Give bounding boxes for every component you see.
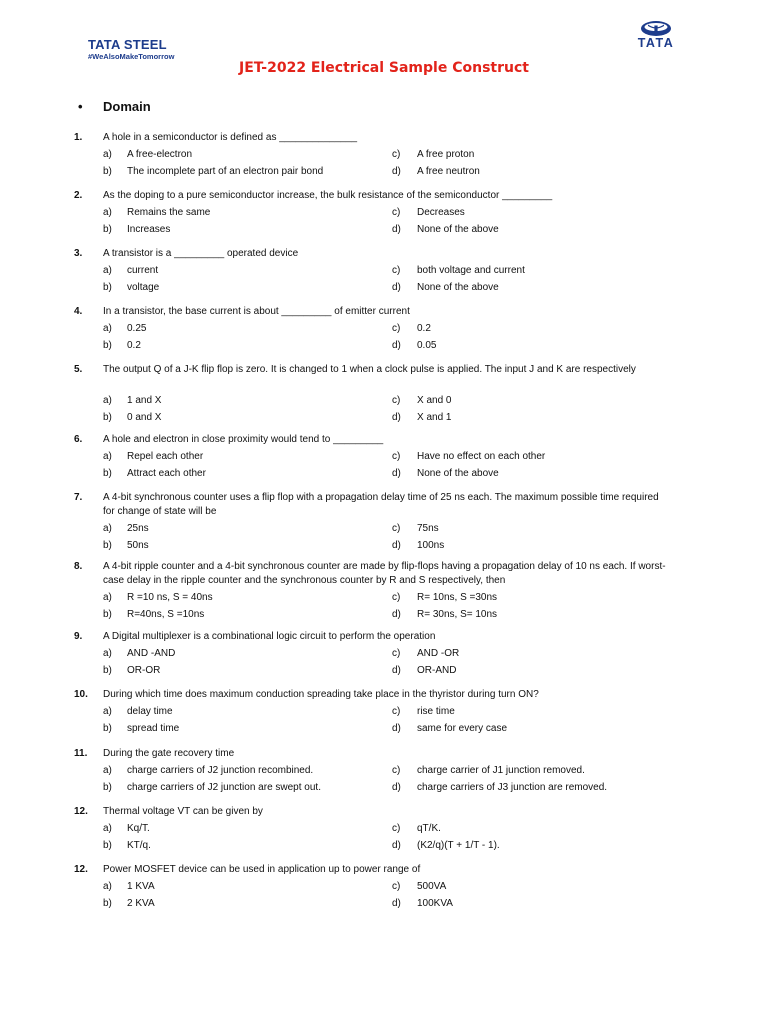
question-number: 7. xyxy=(74,492,83,503)
question-item xyxy=(0,863,768,914)
option-text: charge carriers of J2 junction recombined. xyxy=(127,765,314,776)
logo-tagline: #WeAlsoMakeTomorrow xyxy=(88,52,175,61)
question-number: 10. xyxy=(74,689,88,700)
option-letter: d) xyxy=(392,412,401,423)
option-letter: d) xyxy=(392,782,401,793)
option-letter: a) xyxy=(103,265,112,276)
document-title: JET-2022 Electrical Sample Construct xyxy=(239,60,529,76)
option-letter: a) xyxy=(103,765,112,776)
option-text: spread time xyxy=(127,723,180,734)
option-text: 0.25 xyxy=(127,323,147,334)
option-text: R= 30ns, S= 10ns xyxy=(417,609,498,620)
question-text: As the doping to a pure semiconductor increase, the bulk resistance of the semiconductor _________ xyxy=(103,190,553,201)
option-text: 0 and X xyxy=(127,412,162,423)
question-text: During the gate recovery time xyxy=(103,748,235,759)
logo-brand-text: TATA STEEL xyxy=(88,37,167,52)
option-letter: d) xyxy=(392,340,401,351)
option-letter: c) xyxy=(392,765,401,776)
option-letter: d) xyxy=(392,665,401,676)
question-number: 1. xyxy=(74,132,83,143)
option-letter: b) xyxy=(103,166,112,177)
option-text: A free proton xyxy=(417,149,475,160)
option-letter: a) xyxy=(103,881,112,892)
option-text: 100KVA xyxy=(417,898,453,909)
option-letter: b) xyxy=(103,340,112,351)
option-text: Have no effect on each other xyxy=(417,451,546,462)
option-text: AND -OR xyxy=(417,648,460,659)
option-letter: c) xyxy=(392,395,401,406)
tata-logo xyxy=(628,20,684,50)
option-text: KT/q. xyxy=(127,840,151,851)
option-letter: a) xyxy=(103,149,112,160)
option-letter: a) xyxy=(103,207,112,218)
option-text: 2 KVA xyxy=(127,898,155,909)
option-text: voltage xyxy=(127,282,160,293)
question-item xyxy=(0,630,768,681)
option-letter: b) xyxy=(103,782,112,793)
option-text: (K2/q)(T + 1/T - 1). xyxy=(417,840,500,851)
option-letter: d) xyxy=(392,898,401,909)
option-letter: d) xyxy=(392,166,401,177)
option-text: Repel each other xyxy=(127,451,204,462)
option-text: Kq/T. xyxy=(127,823,150,834)
option-text: same for every case xyxy=(417,723,508,734)
option-letter: a) xyxy=(103,823,112,834)
option-letter: a) xyxy=(103,395,112,406)
option-letter: c) xyxy=(392,207,401,218)
option-letter: c) xyxy=(392,823,401,834)
option-letter: c) xyxy=(392,706,401,717)
option-letter: c) xyxy=(392,451,401,462)
option-text: OR-AND xyxy=(417,665,457,676)
option-text: Decreases xyxy=(417,207,465,218)
question-text: A hole in a semiconductor is defined as ______________ xyxy=(103,132,358,143)
option-text: None of the above xyxy=(417,468,499,479)
question-text: A Digital multiplexer is a combinational logic circuit to perform the operation xyxy=(103,631,436,642)
option-text: Increases xyxy=(127,224,171,235)
option-letter: c) xyxy=(392,149,401,160)
option-text: Attract each other xyxy=(127,468,206,479)
option-letter: d) xyxy=(392,540,401,551)
option-text: R=40ns, S =10ns xyxy=(127,609,205,620)
question-item xyxy=(0,688,768,739)
option-text: X and 1 xyxy=(417,412,452,423)
question-number: 2. xyxy=(74,190,83,201)
page-header xyxy=(0,0,768,100)
question-item xyxy=(0,189,768,240)
option-letter: d) xyxy=(392,840,401,851)
option-letter: b) xyxy=(103,468,112,479)
question-number: 8. xyxy=(74,561,83,572)
option-letter: c) xyxy=(392,265,401,276)
question-number: 3. xyxy=(74,248,83,259)
question-number: 4. xyxy=(74,306,83,317)
option-letter: a) xyxy=(103,523,112,534)
question-number: 6. xyxy=(74,434,83,445)
option-letter: b) xyxy=(103,665,112,676)
option-letter: d) xyxy=(392,468,401,479)
question-text: Thermal voltage VT can be given by xyxy=(103,806,263,817)
option-text: The incomplete part of an electron pair bond xyxy=(127,166,324,177)
question-number: 12. xyxy=(74,806,88,817)
option-letter: d) xyxy=(392,609,401,620)
option-text: 1 KVA xyxy=(127,881,155,892)
question-text: The output Q of a J-K flip flop is zero. It is changed to 1 when a clock pulse is applied. The input J and K are respectively xyxy=(103,364,636,375)
option-text: charge carriers of J2 junction are swept out. xyxy=(127,782,321,793)
question-item xyxy=(0,433,768,484)
option-letter: d) xyxy=(392,723,401,734)
question-text: Power MOSFET device can be used in application up to power range of xyxy=(103,864,421,875)
option-text: None of the above xyxy=(417,282,499,293)
option-letter: b) xyxy=(103,609,112,620)
option-letter: b) xyxy=(103,898,112,909)
option-text: Remains the same xyxy=(127,207,211,218)
option-letter: a) xyxy=(103,451,112,462)
section-heading xyxy=(78,99,151,114)
question-text: A 4-bit synchronous counter uses a flip flop with a propagation delay time of 25 ns each. The maximum possible time required for change of state will be xyxy=(103,492,659,517)
option-text: R =10 ns, S = 40ns xyxy=(127,592,213,603)
option-text: 25ns xyxy=(127,523,149,534)
option-letter: d) xyxy=(392,282,401,293)
tata-emblem-icon xyxy=(640,20,672,37)
question-number: 12. xyxy=(74,864,88,875)
option-letter: b) xyxy=(103,840,112,851)
question-item xyxy=(0,131,768,182)
bullet-icon: • xyxy=(78,99,83,114)
question-item xyxy=(0,560,768,625)
question-text: In a transistor, the base current is about _________ of emitter current xyxy=(103,306,410,317)
question-item xyxy=(0,747,768,798)
option-text: 500VA xyxy=(417,881,447,892)
section-heading-text: Domain xyxy=(103,99,151,114)
option-text: delay time xyxy=(127,706,173,717)
option-text: charge carrier of J1 junction removed. xyxy=(417,765,585,776)
option-letter: c) xyxy=(392,592,401,603)
option-letter: b) xyxy=(103,224,112,235)
question-item xyxy=(0,491,768,556)
option-text: AND -AND xyxy=(127,648,176,659)
question-number: 9. xyxy=(74,631,83,642)
option-text: 0.2 xyxy=(417,323,431,334)
option-text: None of the above xyxy=(417,224,499,235)
option-letter: b) xyxy=(103,723,112,734)
option-letter: a) xyxy=(103,648,112,659)
question-text: During which time does maximum conduction spreading take place in the thyristor during turn ON? xyxy=(103,689,539,700)
option-text: current xyxy=(127,265,159,276)
option-letter: a) xyxy=(103,323,112,334)
question-text: A transistor is a _________ operated device xyxy=(103,248,299,259)
option-text: OR-OR xyxy=(127,665,161,676)
option-letter: c) xyxy=(392,323,401,334)
option-text: qT/K. xyxy=(417,823,441,834)
option-letter: c) xyxy=(392,523,401,534)
option-letter: a) xyxy=(103,592,112,603)
question-text: A 4-bit ripple counter and a 4-bit synchronous counter are made by flip-flops having a propagation delay of 10 ns each. If worst-case delay in the ripple counter and the synchronous counter by R and S respectively, then xyxy=(103,561,666,586)
question-item xyxy=(0,305,768,356)
option-text: charge carriers of J3 junction are removed. xyxy=(417,782,608,793)
option-text: rise time xyxy=(417,706,455,717)
tata-steel-logo xyxy=(88,38,208,62)
option-text: A free neutron xyxy=(417,166,480,177)
question-text: A hole and electron in close proximity would tend to _________ xyxy=(103,434,384,445)
option-letter: b) xyxy=(103,412,112,423)
logo-wordmark: TATA xyxy=(637,36,675,50)
option-text: both voltage and current xyxy=(417,265,525,276)
question-item xyxy=(0,247,768,298)
option-text: 0.05 xyxy=(417,340,437,351)
option-text: 75ns xyxy=(417,523,439,534)
option-text: A free-electron xyxy=(127,149,193,160)
question-item xyxy=(0,363,768,428)
question-number: 5. xyxy=(74,364,83,375)
option-text: 100ns xyxy=(417,540,445,551)
option-letter: c) xyxy=(392,881,401,892)
question-item xyxy=(0,805,768,856)
option-letter: d) xyxy=(392,224,401,235)
option-text: X and 0 xyxy=(417,395,452,406)
option-text: 1 and X xyxy=(127,395,162,406)
question-number: 11. xyxy=(74,748,88,759)
option-text: 0.2 xyxy=(127,340,141,351)
option-letter: b) xyxy=(103,282,112,293)
option-text: R= 10ns, S =30ns xyxy=(417,592,498,603)
option-letter: b) xyxy=(103,540,112,551)
option-letter: a) xyxy=(103,706,112,717)
option-letter: c) xyxy=(392,648,401,659)
option-text: 50ns xyxy=(127,540,149,551)
